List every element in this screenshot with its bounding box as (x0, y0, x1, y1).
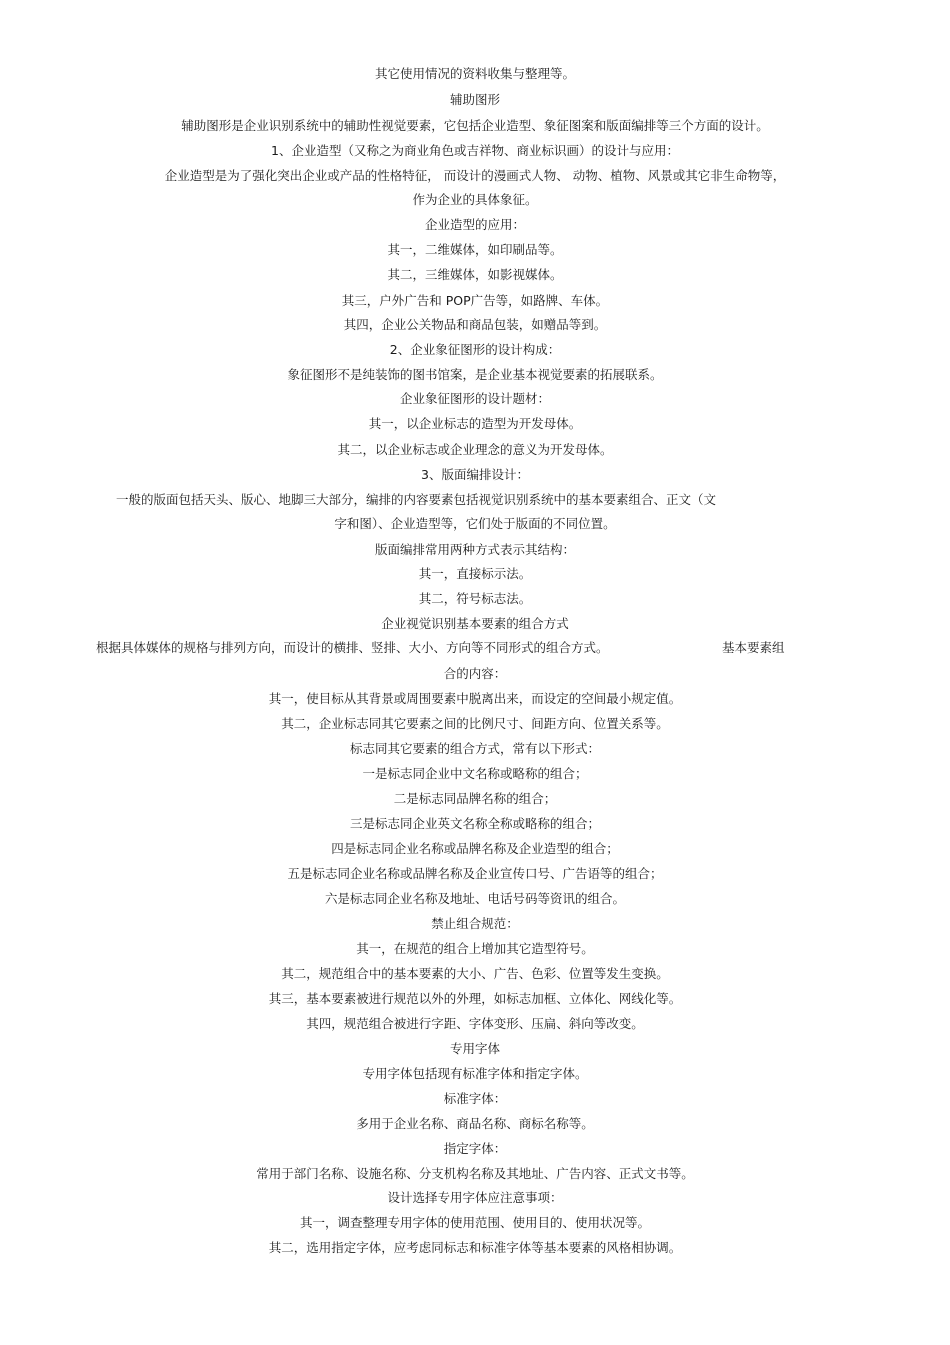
text-line: 合的内容： (443, 666, 507, 681)
text-line: 根据具体媒体的规格与排列方向，而设计的横排、竖排、大小、方向等不同形式的组合方式。 (96, 640, 609, 655)
list-item: 六是标志同企业名称及地址、电话号码等资讯的组合。 (324, 891, 625, 906)
text-line: 其二，三维媒体，如影视媒体。 (387, 267, 563, 282)
text-line: 其四，规范组合被进行字距、字体变形、压扁、斜向等改变。 (306, 1016, 644, 1031)
text-line: 一般的版面包括天头、版心、地脚三大部分，编排的内容要素包括视觉识别系统中的基本要素组合、正文（文 (115, 492, 716, 507)
subheading-layout-design: 3、版面编排设计： (421, 467, 529, 482)
text-line: 辅助图形是企业识别系统中的辅助性视觉要素，它包括企业造型、象征图案和版面编排等三个方面的设计。 (181, 118, 769, 133)
text-line: 其一，以企业标志的造型为开发母体。 (368, 416, 582, 431)
text-line: 专用字体包括现有标准字体和指定字体。 (362, 1066, 588, 1081)
text-line: 其二，选用指定字体，应考虑同标志和标准字体等基本要素的风格相协调。 (268, 1240, 682, 1255)
subheading-symbol-graphics: 2、企业象征图形的设计构成： (389, 342, 561, 357)
text-line: 其三，户外广告和 POP广告等，如路牌、车体。 (341, 293, 609, 308)
list-item: 四是标志同企业名称或品牌名称及企业造型的组合； (331, 841, 619, 856)
text-line: 多用于企业名称、商品名称、商标名称等。 (356, 1116, 594, 1131)
text-line: 指定字体： (443, 1141, 507, 1156)
text-line: 基本要素组 (722, 640, 785, 655)
text-line: 禁止组合规范： (431, 916, 519, 931)
text-line: 其一，直接标示法。 (418, 566, 532, 581)
text-line: 版面编排常用两种方式表示其结构： (374, 542, 575, 557)
section-heading-dedicated-fonts: 专用字体 (449, 1041, 500, 1056)
text-line: 常用于部门名称、设施名称、分支机构名称及其地址、广告内容、正式文书等。 (256, 1166, 694, 1181)
text-line: 字和图）、企业造型等，它们处于版面的不同位置。 (334, 516, 616, 531)
list-item: 三是标志同企业英文名称全称或略称的组合； (349, 816, 600, 831)
section-heading-auxiliary-graphics: 辅助图形 (449, 92, 500, 107)
text-line: 象征图形不是纯装饰的图书馆案，是企业基本视觉要素的拓展联系。 (287, 367, 663, 382)
text-line: 标志同其它要素的组合方式，常有以下形式： (349, 741, 600, 756)
text-line: 设计选择专用字体应注意事项： (387, 1190, 563, 1205)
text-line: 其三，基本要素被进行规范以外的外理，如标志加框、立体化、网线化等。 (268, 991, 682, 1006)
text-line: 作为企业的具体象征。 (412, 192, 538, 207)
list-item: 一是标志同企业中文名称或略称的组合； (362, 766, 588, 781)
text-line: 其二，规范组合中的基本要素的大小、广告、色彩、位置等发生变换。 (281, 966, 669, 981)
text-line: 企业造型的应用： (424, 217, 525, 232)
text-line: 其四，企业公关物品和商品包装，如赠品等到。 (343, 317, 607, 332)
list-item: 五是标志同企业名称或品牌名称及企业宣传口号、广告语等的组合； (287, 866, 663, 881)
text-line: 企业造型是为了强化突出企业或产品的性格特征， 而设计的漫画式人物、 动物、植物、风景或其它非生命物等， (164, 168, 786, 183)
text-line: 其一，使目标从其背景或周围要素中脱离出来，而设定的空间最小规定值。 (268, 691, 682, 706)
subheading-corporate-character: 1、企业造型（又称之为商业角色或吉祥物、商业标识画）的设计与应用： (271, 143, 679, 158)
list-item: 二是标志同品牌名称的组合； (393, 791, 557, 806)
text-line: 标准字体： (443, 1091, 507, 1106)
text-line: 其二，以企业标志或企业理念的意义为开发母体。 (337, 442, 613, 457)
section-heading-element-combination: 企业视觉识别基本要素的组合方式 (381, 616, 569, 631)
text-line: 其二，企业标志同其它要素之间的比例尺寸、间距方向、位置关系等。 (281, 716, 669, 731)
text-line: 其一，二维媒体，如印刷品等。 (387, 242, 563, 257)
text-line: 其一，调查整理专用字体的使用范围、使用目的、使用状况等。 (299, 1215, 650, 1230)
text-line: 企业象征图形的设计题材： (399, 391, 550, 406)
text-line: 其一，在规范的组合上增加其它造型符号。 (356, 941, 594, 956)
text-line: 其它使用情况的资料收集与整理等。 (374, 66, 575, 81)
text-line: 其二，符号标志法。 (418, 591, 532, 606)
